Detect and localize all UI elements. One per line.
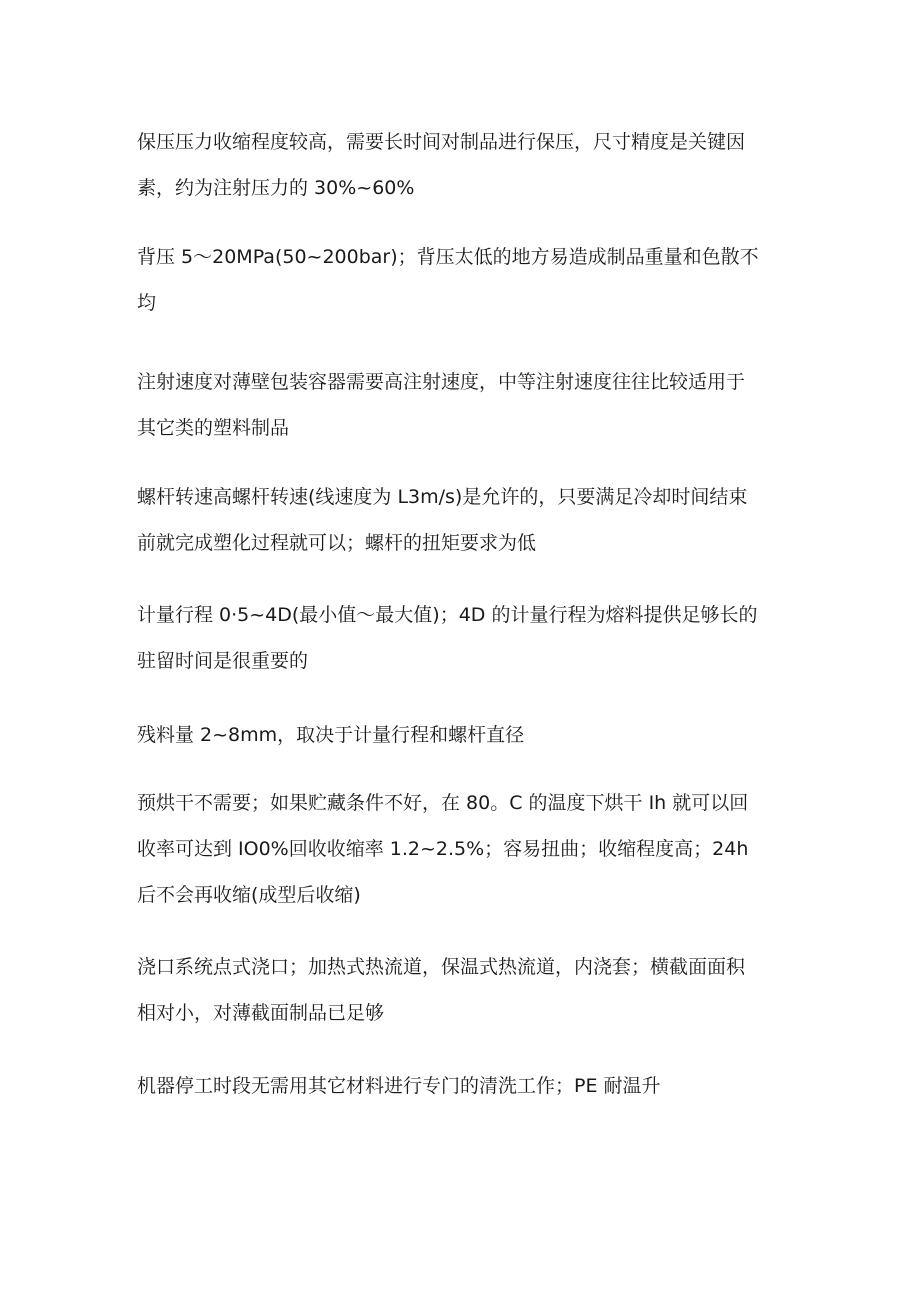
paragraph-metering-stroke [137, 592, 787, 684]
paragraph-pre-drying [137, 780, 787, 918]
paragraph-gate-system [137, 944, 787, 1036]
paragraph-back-pressure [137, 234, 787, 326]
paragraph-injection-speed [137, 359, 787, 451]
text-line: 收率可达到 IO0%回收收缩率 1.2~2.5%；容易扭曲；收缩程度高；24h [137, 838, 749, 860]
paragraph-holding-pressure [137, 119, 787, 211]
text-line: 预烘干不需要；如果贮藏条件不好，在 80。C 的温度下烘干 Ih 就可以回 [137, 792, 749, 814]
text-line: 后不会再收缩(成型后收缩) [137, 884, 361, 906]
text-line: 驻留时间是很重要的 [137, 650, 309, 672]
paragraph-machine-shutdown [137, 1063, 787, 1109]
text-line: 浇口系统点式浇口；加热式热流道，保温式热流道，内浇套；横截面面积 [137, 956, 746, 978]
text-line: 计量行程 0·5~4D(最小值～最大值)；4D 的计量行程为熔料提供足够长的 [137, 604, 758, 626]
text-line: 残料量 2~8mm，取决于计量行程和螺杆直径 [137, 724, 525, 746]
text-line: 其它类的塑料制品 [137, 417, 290, 439]
text-line: 背压 5～20MPa(50~200bar)；背压太低的地方易造成制品重量和色散不 [137, 246, 759, 268]
text-line: 注射速度对薄壁包装容器需要高注射速度，中等注射速度往往比较适用于 [137, 371, 746, 393]
paragraph-residual-cushion [137, 712, 787, 758]
text-line: 均 [137, 292, 157, 314]
text-line: 相对小，对薄截面制品已足够 [137, 1002, 385, 1024]
text-line: 保压压力收缩程度较高，需要长时间对制品进行保压，尺寸精度是关键因 [137, 131, 746, 153]
text-line: 机器停工时段无需用其它材料进行专门的清洗工作；PE 耐温升 [137, 1075, 661, 1097]
text-line: 素，约为注射压力的 30%~60% [137, 177, 415, 199]
text-line: 前就完成塑化过程就可以；螺杆的扭矩要求为低 [137, 532, 537, 554]
paragraph-screw-speed [137, 474, 787, 566]
text-line: 螺杆转速高螺杆转速(线速度为 L3m/s)是允许的，只要满足冷却时间结束 [137, 486, 748, 508]
